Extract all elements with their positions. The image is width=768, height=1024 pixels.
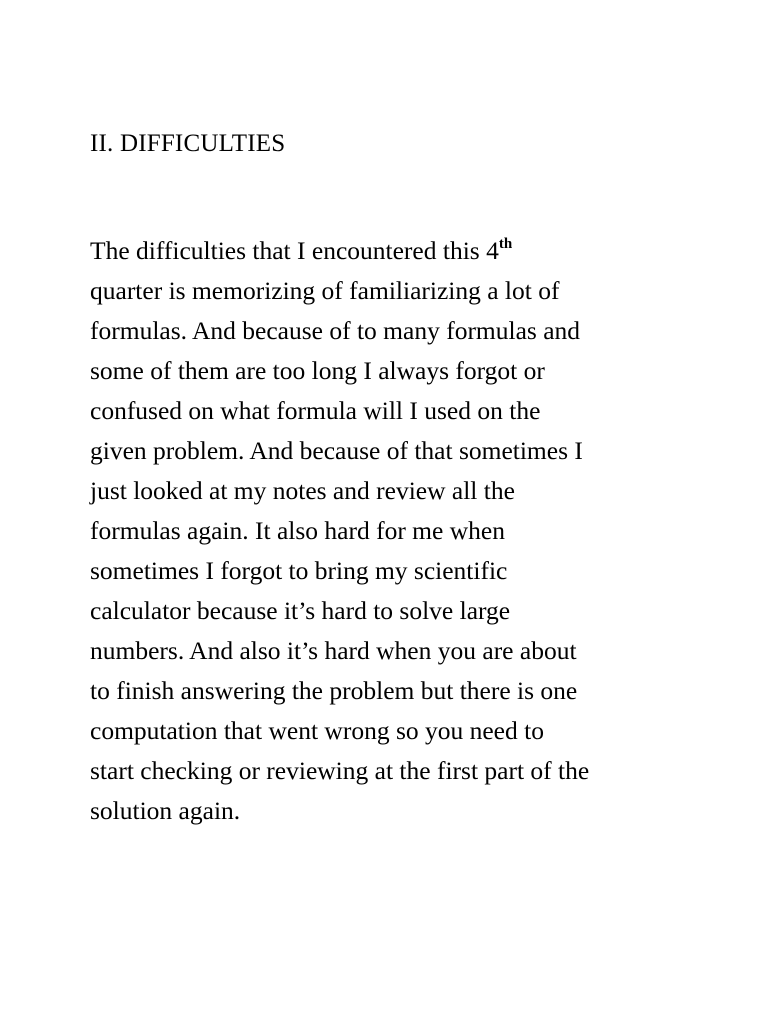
section-heading: II. DIFFICULTIES	[90, 130, 286, 157]
paragraph-line: formulas. And because of to many formulas and	[90, 316, 581, 345]
paragraph-line: computation that went wrong so you need to	[90, 716, 544, 745]
ordinal-superscript: th	[498, 235, 513, 252]
paragraph-line: calculator because it’s hard to solve large	[90, 596, 511, 625]
paragraph-line: quarter is memorizing of familiarizing a lot of	[90, 276, 560, 305]
paragraph-line: given problem. And because of that sometimes I	[90, 436, 583, 465]
paragraph-line: solution again.	[90, 796, 241, 825]
paragraph-line: start checking or reviewing at the first part of the	[90, 756, 590, 785]
paragraph-line: confused on what formula will I used on the	[90, 396, 541, 425]
paragraph-line-text: The difficulties that I encountered this 4	[90, 236, 499, 265]
paragraph-line: some of them are too long I always forgot or	[90, 356, 545, 385]
body-paragraph	[90, 231, 700, 831]
paragraph-line: formulas again. It also hard for me when	[90, 516, 505, 545]
paragraph-line	[90, 231, 700, 271]
paragraph-line: sometimes I forgot to bring my scientific	[90, 556, 508, 585]
paragraph-line: to finish answering the problem but there is one	[90, 676, 578, 705]
paragraph-line: numbers. And also it’s hard when you are about	[90, 636, 577, 665]
paragraph-line: just looked at my notes and review all the	[90, 476, 515, 505]
